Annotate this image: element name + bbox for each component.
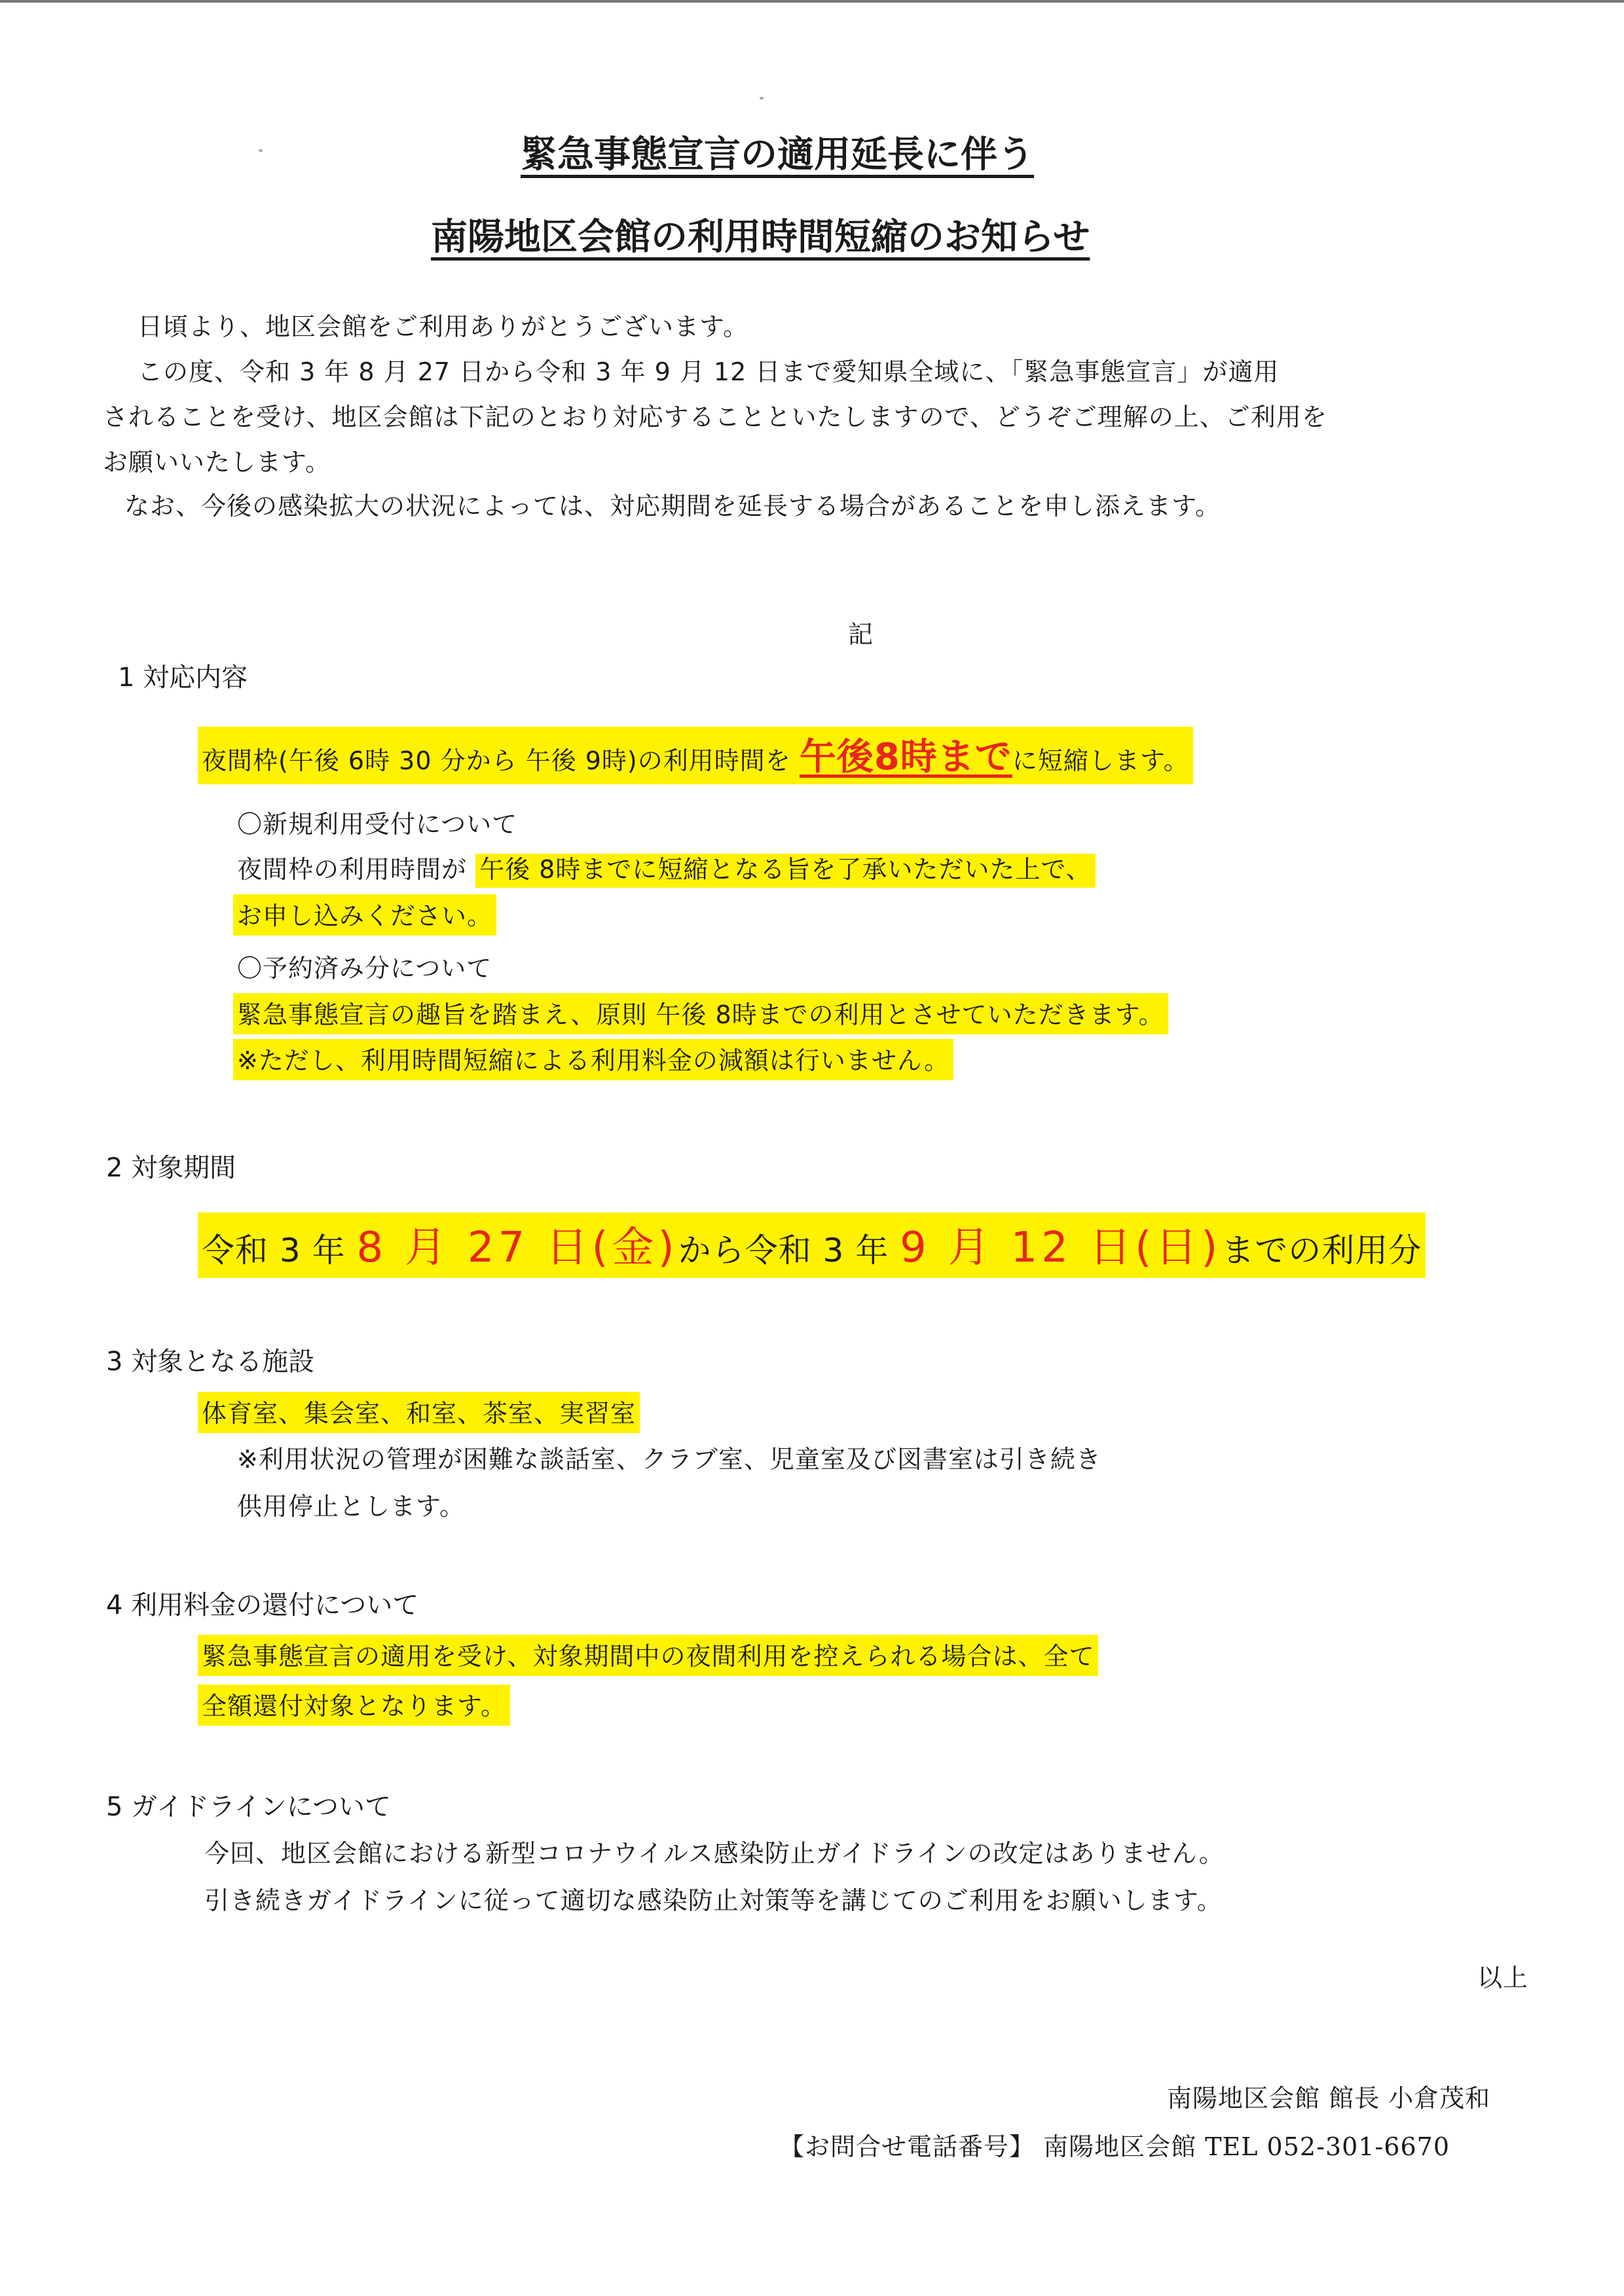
section-1-heading: 1 対応内容 bbox=[118, 663, 248, 693]
intro-paragraph-line-3: お願いいたします。 bbox=[103, 448, 331, 477]
section-3-heading: 3 対象となる施設 bbox=[106, 1347, 315, 1377]
contact-phone: 【お問合せ電話番号】 南陽地区会館 TEL 052-301-6670 bbox=[779, 2132, 1450, 2161]
intro-greeting: 日頃より、地区会館をご利用ありがとうございます。 bbox=[138, 312, 748, 341]
intro-note: なお、今後の感染拡大の状況によっては、対応期間を延長する場合があることを申し添えます。 bbox=[124, 492, 1221, 520]
section-5-line-2: 引き続きガイドラインに従って適切な感染防止対策等を講じてのご利用をお願いします。 bbox=[204, 1886, 1223, 1915]
section-1-sub1-line-2: お申し込みください。 bbox=[233, 894, 496, 936]
section-4-line-1: 緊急事態宣言の適用を受け、対象期間中の夜間利用を控えられる場合は、全て bbox=[198, 1635, 1098, 1676]
section-1-sub1-line-1-highlight: 午後 8時までに短縮となる旨を了承いただいた上で、 bbox=[475, 854, 1096, 888]
title-line-2: 南陽地区会館の利用時間短縮のお知らせ bbox=[431, 216, 1090, 259]
section-2-period-highlight bbox=[198, 1212, 1426, 1278]
scan-top-border bbox=[0, 0, 1624, 3]
section-5-heading: 5 ガイドラインについて bbox=[106, 1792, 391, 1822]
section-4-line-2: 全額還付対象となります。 bbox=[198, 1685, 510, 1726]
section-3-facilities: 体育室、集会室、和室、茶室、実習室 bbox=[198, 1392, 640, 1433]
section-1-main-suffix: に短縮します。 bbox=[1012, 746, 1189, 775]
ki-marker: 記 bbox=[848, 620, 874, 649]
section-1-main-time-red: 午後8時まで bbox=[799, 736, 1012, 778]
intro-paragraph-line-1: この度、令和 3 年 8 月 27 日から令和 3 年 9 月 12 日まで愛知県全域に、「緊急事態宣言」が適用 bbox=[138, 357, 1280, 386]
scan-speck bbox=[259, 149, 263, 152]
section-1-sub2-heading: 〇予約済み分について bbox=[237, 954, 492, 983]
section-4-heading: 4 利用料金の還付について bbox=[106, 1590, 419, 1620]
period-prefix: 令和 3 年 bbox=[202, 1231, 357, 1269]
closing-mark: 以上 bbox=[1477, 1963, 1529, 1992]
intro-paragraph-line-2: されることを受け、地区会館は下記のとおり対応することといたしますので、どうぞご理解の上、ご利用を bbox=[103, 403, 1327, 431]
scan-speck bbox=[760, 97, 764, 100]
section-5-line-1: 今回、地区会館における新型コロナウイルス感染防止ガイドラインの改定はありません。 bbox=[204, 1839, 1225, 1868]
section-1-main-highlight bbox=[198, 727, 1193, 784]
section-1-sub2-line-1: 緊急事態宣言の趣旨を踏まえ、原則 午後 8時までの利用とさせていただきます。 bbox=[233, 993, 1168, 1034]
period-start-date: 8 月 27 日(金) bbox=[356, 1224, 678, 1272]
period-suffix: までの利用分 bbox=[1221, 1231, 1422, 1269]
period-middle: から令和 3 年 bbox=[678, 1231, 900, 1269]
section-1-sub1-heading: 〇新規利用受付について bbox=[237, 810, 518, 839]
section-3-note-line-2: 供用停止とします。 bbox=[237, 1492, 465, 1521]
period-end-date: 9 月 12 日(日) bbox=[900, 1224, 1222, 1272]
section-1-sub1-line-1 bbox=[237, 849, 1096, 885]
title-line-1: 緊急事態宣言の適用延長に伴う bbox=[521, 134, 1034, 176]
section-3-note-line-1: ※利用状況の管理が困難な談話室、クラブ室、児童室及び図書室は引き続き bbox=[237, 1445, 1101, 1474]
section-2-heading: 2 対象期間 bbox=[106, 1153, 236, 1183]
section-1-sub2-line-2: ※ただし、利用時間短縮による利用料金の減額は行いません。 bbox=[233, 1039, 953, 1080]
section-1-main-prefix: 夜間枠(午後 6時 30 分から 午後 9時)の利用時間を bbox=[202, 746, 800, 775]
signature: 南陽地区会館 館長 小倉茂和 bbox=[1167, 2084, 1491, 2113]
section-1-sub1-line-1-prefix: 夜間枠の利用時間が bbox=[237, 855, 476, 884]
